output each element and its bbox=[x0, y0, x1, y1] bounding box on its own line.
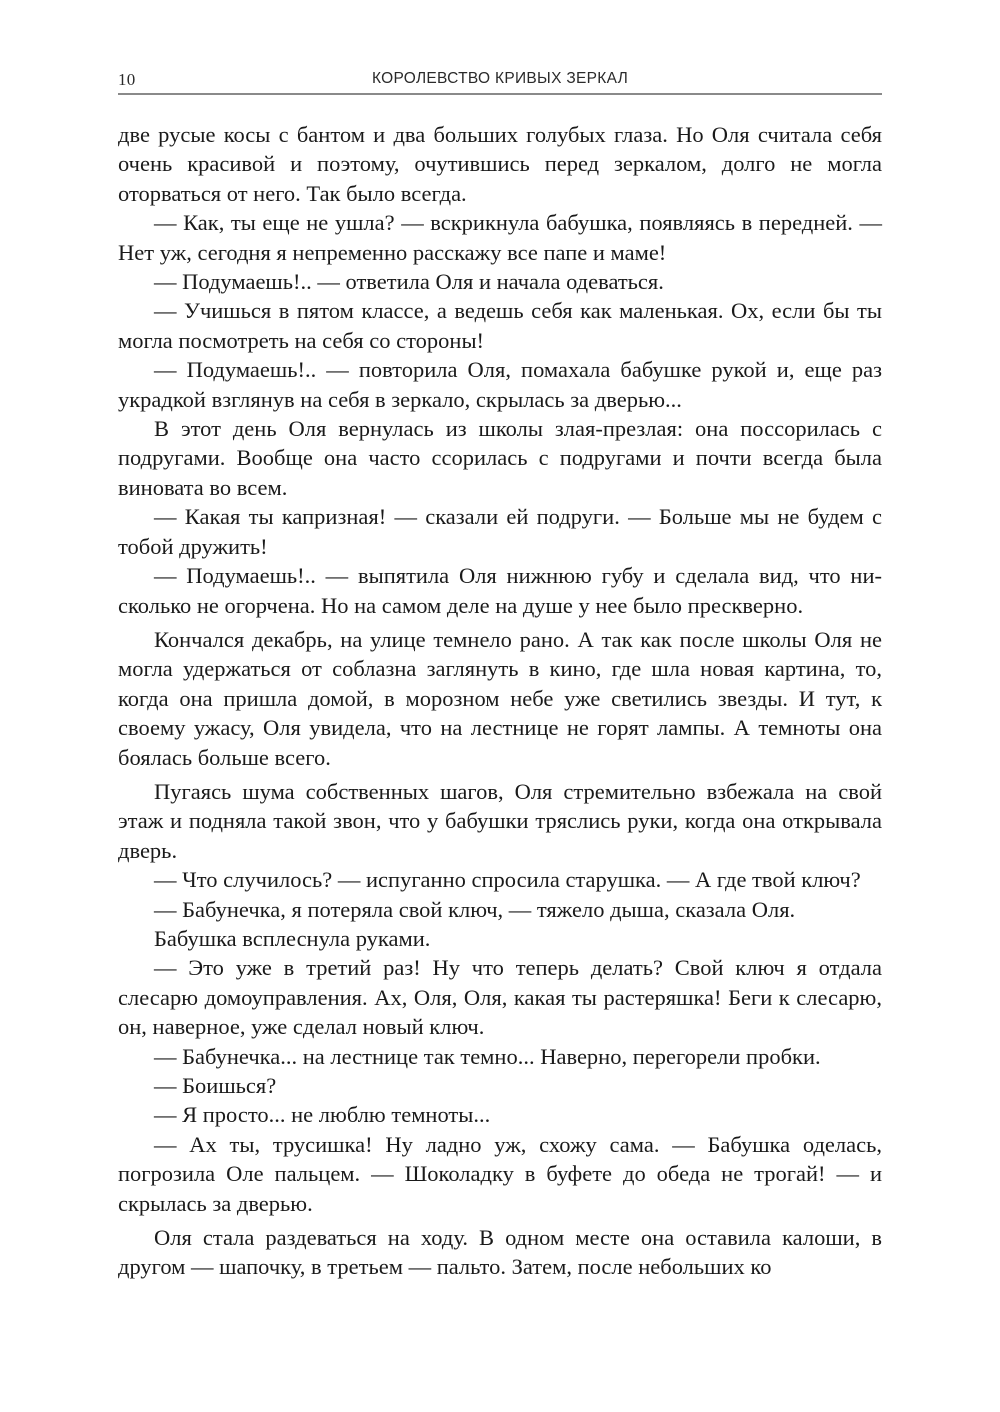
paragraph: — Подумаешь!.. — повторила Оля, помахала бабушке рукой и, еще раз украдкой взглянув на себя в зеркало, скрылась за дверью... bbox=[118, 357, 882, 412]
running-header bbox=[118, 62, 882, 92]
header-rule bbox=[118, 93, 882, 95]
paragraph: — Бабунечка... на лестнице так темно... Наверно, перегорели пробки. bbox=[154, 1043, 821, 1069]
paragraph: — Подумаешь!.. — выпятила Оля нижнюю губу и сделала вид, что нисколько не огорчена. Но на самом деле на душе у нее было прескверно. bbox=[118, 563, 882, 618]
paragraph: — Боишься? bbox=[154, 1073, 277, 1098]
body-text bbox=[118, 120, 882, 1282]
paragraph: — Как, ты еще не ушла? — вскрикнула бабушка, появляясь в передней. — Нет уж, сегодня я непременно расскажу все папе и маме! bbox=[118, 210, 882, 265]
paragraph: Пугаясь шума собственных шагов, Оля стремительно взбежала на свой этаж и подняла такой звон, что у бабушки тряслись руки, когда она открывала дверь. bbox=[118, 778, 882, 863]
page-number: 10 bbox=[118, 70, 136, 89]
paragraph: Оля стала раздеваться на ходу. В одном месте она оставила калоши, в другом — шапочку, в третьем — пальто. Затем, после небольших ко bbox=[118, 1225, 882, 1280]
paragraph: — Я просто... не люблю темноты... bbox=[154, 1102, 491, 1128]
paragraph: — Что случилось? — испуганно спросила старушка. — А где твой ключ? bbox=[154, 867, 861, 893]
paragraph: — Учишься в пятом классе, а ведешь себя как маленькая. Ох, если бы ты могла посмотреть на себя со стороны! bbox=[118, 298, 882, 353]
paragraph: Кончался декабрь, на улице темнело рано. А так как после школы Оля не могла удержаться от соблазна заглянуть в кино, где шла новая картина, то, когда она пришла домой, в морозном небе уже светились звезды. И тут, к своему ужасу, Оля увидела, что на лестнице не горят лампы. А темноты она боялась больше всего. bbox=[118, 626, 882, 770]
paragraph: — Бабунечка, я потеряла свой ключ, — тяжело дыша, сказала Оля. bbox=[154, 896, 796, 922]
paragraph: — Подумаешь!.. — ответила Оля и начала одеваться. bbox=[154, 269, 664, 295]
paragraph: В этот день Оля вернулась из школы злая-презлая: она поссорилась с подругами. Вообще она часто ссорилась с подругами и почти всегда была виновата во всем. bbox=[118, 416, 882, 500]
book-page bbox=[118, 62, 882, 1280]
paragraph: две русые косы с бантом и два больших голубых глаза. Но Оля считала себя очень красивой и поэтому, очутившись перед зеркалом, долго не могла оторваться от него. Так было всегда. bbox=[118, 122, 882, 206]
paragraph: Бабушка всплеснула руками. bbox=[154, 925, 431, 951]
paragraph: — Какая ты капризная! — сказали ей подруги. — Больше мы не будем с тобой дружить! bbox=[118, 504, 882, 559]
paragraph: — Ах ты, трусишка! Ну ладно уж, схожу сама. — Бабушка оделась, погрозила Оле пальцем. — Шоколадку в буфете до обеда не трогай! — и скрылась за дверью. bbox=[118, 1131, 882, 1216]
running-title: КОРОЛЕВСТВО КРИВЫХ ЗЕРКАЛ bbox=[371, 70, 629, 87]
paragraph: — Это уже в третий раз! Ну что теперь делать? Свой ключ я отдала слесарю домоуправления. Ах, Оля, Оля, какая ты растеряшка! Беги к слесарю, он, наверное, уже сделал новый ключ. bbox=[118, 955, 882, 1040]
